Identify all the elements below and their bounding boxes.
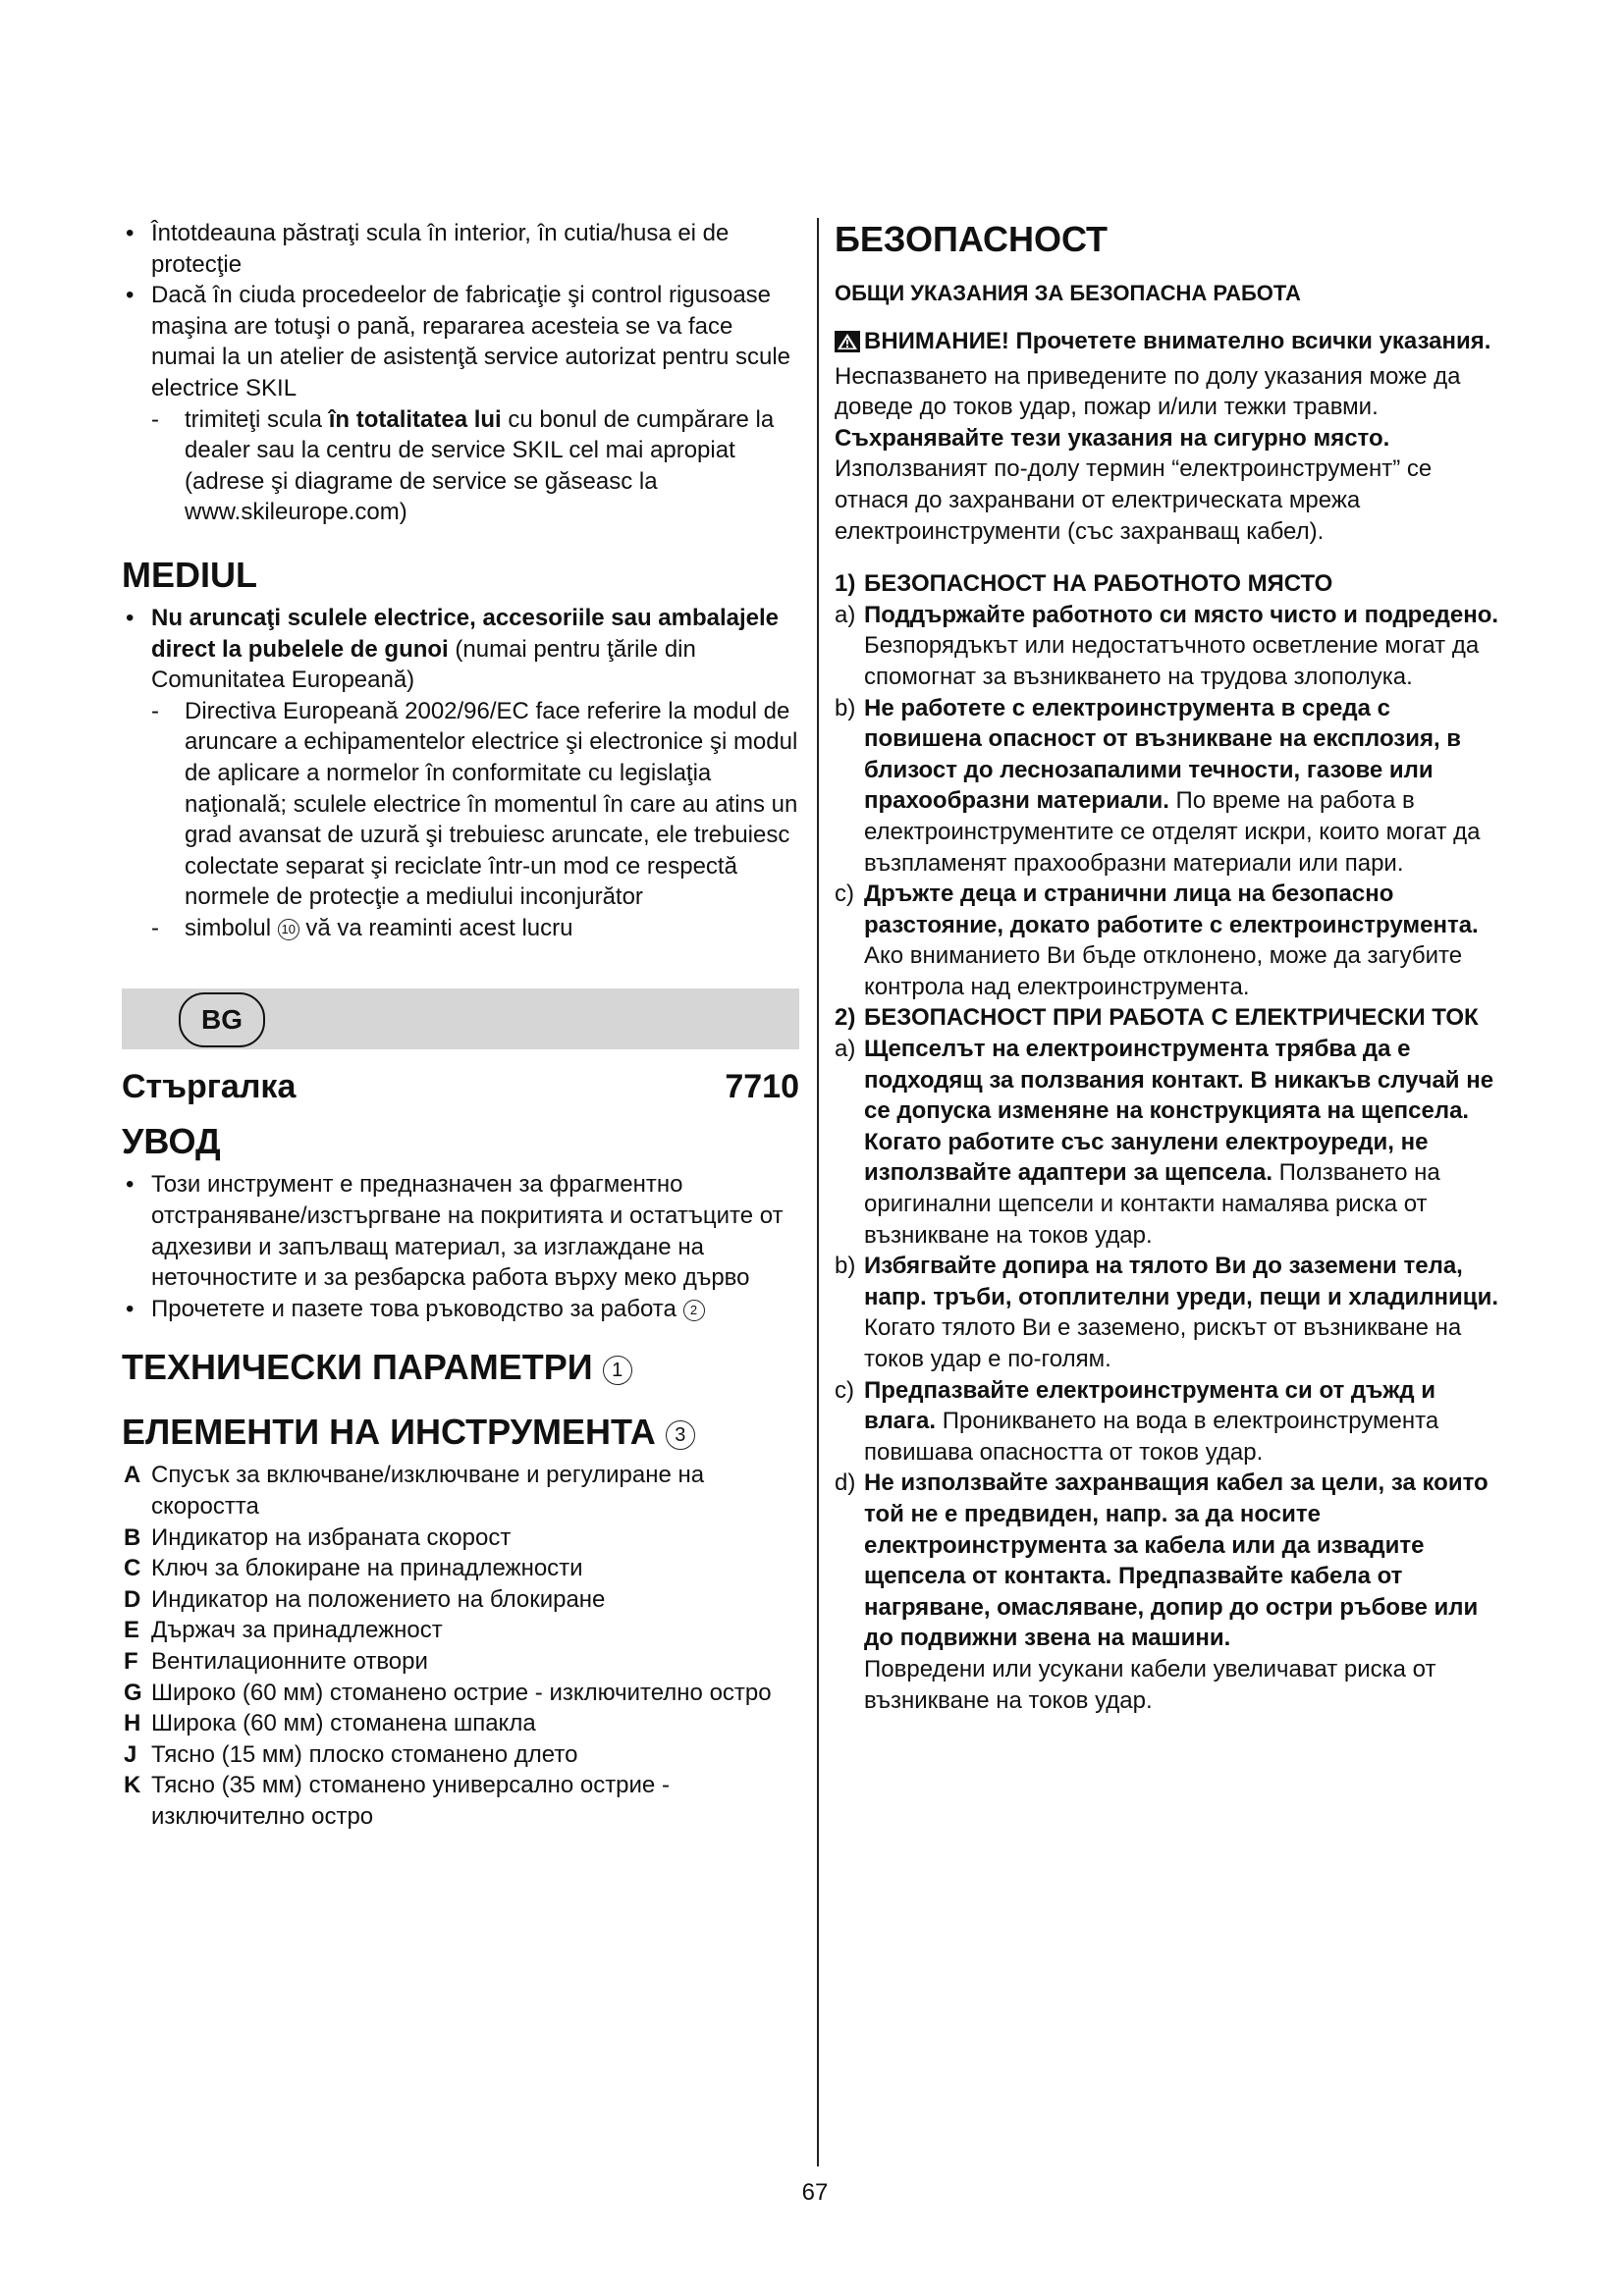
item-text: Ако вниманието Ви бъде отклонено, може да загубите контрола над електроинструмента.: [864, 942, 1463, 1000]
general-safety-heading: ОБЩИ УКАЗАНИЯ ЗА БЕЗОПАСНА РАБОТА: [835, 281, 1301, 305]
legend-text: Вентилационните отвори: [151, 1648, 428, 1675]
list-item: [835, 1034, 1512, 1251]
list-item: [835, 693, 1512, 880]
tech-heading-text: ТЕХНИЧЕСКИ ПАРАМЕТРИ: [122, 1347, 593, 1388]
tech-heading: [122, 1346, 799, 1389]
list-item: [122, 1584, 799, 1616]
intro-bullet-purpose: • Този инструмент е предназначен за фрагментно отстраняване/изстъргване на покритията и остатъците от адхезиви и запълващ материал, за изглаждане на неточностите и за резбарска работа върху меко дърво: [122, 1169, 799, 1293]
ro-bullet-repair: • Dacă în ciuda procedeelor de fabricaţie şi control rigusoase maşina are totuşi o pană, repararea acesteia se va face numai la un atelier de asistenţă service autorizat pentru scule electrice SKIL: [122, 280, 799, 403]
ro-dash-send: - trimiteţi scula în totalitatea lui cu bonul de cumpărare la dealer sau la centru de service SKIL cel mai apropiat (adrese şi diagrame de service se găseasc la www.skileurope.com): [151, 405, 775, 526]
section-2-key: 2): [835, 1004, 856, 1032]
legend-key: B: [124, 1523, 141, 1551]
legend-key: G: [124, 1679, 142, 1706]
figure-ref-1: 1: [603, 1356, 632, 1385]
list-item: [835, 879, 1512, 1002]
legend-text: Държач за принадлежност: [151, 1617, 443, 1644]
language-badge: BG: [179, 992, 265, 1047]
column-divider: [817, 218, 819, 2166]
warning-bold-2: Съхранявайте тези указания на сигурно място.: [835, 424, 1390, 452]
item-key: a): [835, 1036, 856, 1063]
product-title-row: [122, 1061, 799, 1112]
list-item: [122, 1678, 799, 1709]
item-bold: Дръжте деца и странични лица на безопасно разстояние, докато работите с електроинструмента.: [864, 881, 1479, 938]
list-item: [122, 1770, 799, 1832]
list-item: [122, 1553, 799, 1584]
list-item: [835, 1468, 1512, 1716]
page-number: 67: [801, 2179, 829, 2206]
warning-text-1: Неспазването на приведените по долу указания може да доведе до токов удар, пожар и/или тежки травми.: [835, 362, 1461, 421]
ro-dash-send-post: cu bonul de cumpărare la dealer sau la centru de service SKIL cel mai apropiat (adrese şi diagrame de service se găseasc la www.skileurope.com): [185, 405, 775, 526]
item-text: Когато тялото Ви е заземено, рискът от възникване на токов удар е по-голям.: [864, 1314, 1462, 1372]
legend-key: K: [124, 1772, 141, 1799]
item-key: c): [835, 1376, 854, 1404]
ro-bullet-storage: • Întotdeauna păstraţi scula în interior, în cutia/husa ei de protecţie: [122, 218, 799, 280]
figure-ref-10: 10: [278, 919, 299, 940]
legend-text: Широко (60 мм) стоманено острие - изключително остро: [151, 1679, 772, 1706]
warning-bold-1: ВНИМАНИЕ! Прочетете внимателно всички указания.: [864, 328, 1491, 354]
mediul-dash-directive: - Directiva Europeană 2002/96/EC face referire la modul de aruncare a echipamentelor electrice şi electronice şi modul de aplicare a normelor în conformitate cu legislaţia naţională; sculele electrice în momentul în care au atins un grad avansat de uzură şi trebuiesc aruncate, ele trebuiesc colectate separat şi reciclate într-un mod ce respectă normele de protecţie a mediului inconjurător: [151, 697, 798, 911]
mediul-bullet-bold: Nu aruncaţi sculele electrice, accesoriile sau ambalajele direct la pubelele de gunoi: [151, 604, 780, 663]
intro-bullet-read: [122, 1294, 799, 1325]
section-1-heading: [835, 568, 1512, 600]
item-bold: Щепселът на електроинструмента трябва да е подходящ за ползвания контакт. В никакъв случай не се допуска изменяне на конструкцията на щепсела. Когато работите със занулени електроуреди, не използвайте адаптери за щепсела.: [864, 1036, 1494, 1187]
item-key: c): [835, 881, 854, 908]
section-2-title: БЕЗОПАСНОСТ ПРИ РАБОТА С ЕЛЕКТРИЧЕСКИ ТОК: [864, 1004, 1479, 1032]
mediul-dash-symbol-pre: simbolul: [185, 914, 278, 941]
legend-text: Ключ за блокиране на принадлежности: [151, 1555, 583, 1582]
legend-text: Индикатор на положението на блокиране: [151, 1585, 606, 1613]
item-bold: Поддържайте работното си място чисто и подредено.: [864, 601, 1499, 628]
section-2-heading: [835, 1002, 1512, 1034]
right-column: [835, 218, 1512, 1716]
elements-heading: [122, 1411, 799, 1454]
section-1-title: БЕЗОПАСНОСТ НА РАБОТНОТО МЯСТО: [864, 570, 1333, 598]
item-text: Безпорядъкът или недостатъчното осветление могат да спомогнат за възникването на трудова злополука.: [864, 632, 1480, 690]
list-item: [122, 1460, 799, 1522]
mediul-dash-directive-text: Directiva Europeană 2002/96/EC face referire la modul de aruncare a echipamentelor electrice şi electronice şi modul de aplicare a normelor în conformitate cu legislaţia naţională; sculele electrice în momentul în care au atins un grad avansat de uzură şi trebuiesc aruncate, ele trebuiesc colectate separat şi reciclate într-un mod ce respectă normele de protecţie a mediului inconjurător: [185, 697, 798, 911]
mediul-dash-symbol: - simbolul 10 vă va reaminti acest lucru: [151, 914, 573, 941]
list-item: [122, 1615, 799, 1646]
mediul-bullet: [122, 603, 799, 696]
list-item: [122, 1739, 799, 1771]
left-column: [122, 218, 799, 1833]
legend-text: Тясно (15 мм) плоско стоманено длето: [151, 1740, 578, 1768]
list-item: [835, 600, 1512, 693]
item-text: Повредени или усукани кабели увеличават риска от възникване на токов удар.: [864, 1655, 1436, 1714]
elements-heading-text: ЕЛЕМЕНТИ НА ИНСТРУМЕНТА: [122, 1412, 656, 1453]
list-item: [122, 1522, 799, 1554]
figure-ref-2: 2: [683, 1300, 705, 1321]
list-item: [122, 1708, 799, 1739]
legend-key: E: [124, 1617, 140, 1644]
elements-list: [122, 1460, 799, 1832]
ro-dash-send-bold: în totalitatea lui: [328, 405, 502, 433]
legend-text: Тясно (35 мм) стоманено универсално острие - изключително остро: [151, 1772, 670, 1830]
list-item: [835, 1251, 1512, 1374]
mediul-dash-symbol-post: vă va reaminti acest lucru: [298, 914, 573, 941]
item-key: b): [835, 1253, 856, 1280]
mediul-bullet-post: (numai pentru ţările din Comunitatea Europeană): [151, 635, 696, 694]
list-item: [835, 1375, 1512, 1468]
legend-key: A: [124, 1462, 141, 1489]
item-bold: Избягвайте допира на тялото Ви до заземени тела, напр. тръби, отоплителни уреди, пещи и хладилници.: [864, 1253, 1498, 1310]
item-text: Проникването на вода в електроинструмента повишава опасността от токов удар.: [864, 1408, 1439, 1466]
safety-heading: БЕЗОПАСНОСТ: [835, 219, 1109, 259]
item-bold: Не работете с електроинструмента в среда с повишена опасност от възникване на експлозия, в близост до леснозапалими течности, газове или прахообразни материали.: [864, 694, 1462, 815]
legend-key: C: [124, 1555, 141, 1582]
item-text: По време на работа в електроинструментите се отделят искри, които могат да възпламенят прахообразни материали или пари.: [864, 787, 1481, 877]
warning-text-2: Използваният по-долу термин “електроинструмент” се отнася до захранвани от електрическата мрежа електроинструменти (със захранващ кабел).: [835, 455, 1433, 545]
legend-key: H: [124, 1710, 141, 1737]
legend-text: Индикатор на избраната скорост: [151, 1523, 512, 1551]
section-1-key: 1): [835, 570, 856, 598]
legend-key: D: [124, 1585, 141, 1613]
legend-text: Спусък за включване/изключване и регулиране на скоростта: [151, 1462, 705, 1521]
item-key: a): [835, 601, 856, 628]
item-text: Ползването на оригинални щепсели и контакти намалява риска от възникване на токов удар.: [864, 1159, 1440, 1249]
warning-triangle-icon: [835, 330, 860, 361]
intro-bullet-read-text: Прочетете и пазете това ръководство за работа: [151, 1295, 677, 1322]
legend-key: J: [124, 1740, 137, 1768]
product-number: 7710: [725, 1068, 799, 1106]
language-bar: [122, 988, 799, 1049]
item-key: d): [835, 1469, 856, 1497]
warning-paragraph: [835, 326, 1512, 547]
ro-dash-send-pre: trimiteţi scula: [185, 405, 329, 433]
legend-text: Широка (60 мм) стоманена шпакла: [151, 1710, 536, 1737]
item-bold: Не използвайте захранващия кабел за цели, за които той не е предвиден, напр. за да носите електроинструмента за кабела или да извадите щепсела от контакта. Предпазвайте кабела от нагряване, омасляване, допир до остри ръбове или до подвижни звена на машини.: [864, 1469, 1489, 1652]
list-item: [122, 1646, 799, 1678]
item-key: b): [835, 694, 856, 721]
product-name: Стъргалка: [122, 1068, 297, 1106]
legend-key: F: [124, 1648, 138, 1675]
item-bold: Предпазвайте електроинструмента си от дъжд и влага.: [864, 1376, 1436, 1435]
figure-ref-3: 3: [666, 1420, 695, 1450]
intro-heading: УВОД: [122, 1121, 221, 1162]
mediul-heading: MEDIUL: [122, 554, 257, 595]
